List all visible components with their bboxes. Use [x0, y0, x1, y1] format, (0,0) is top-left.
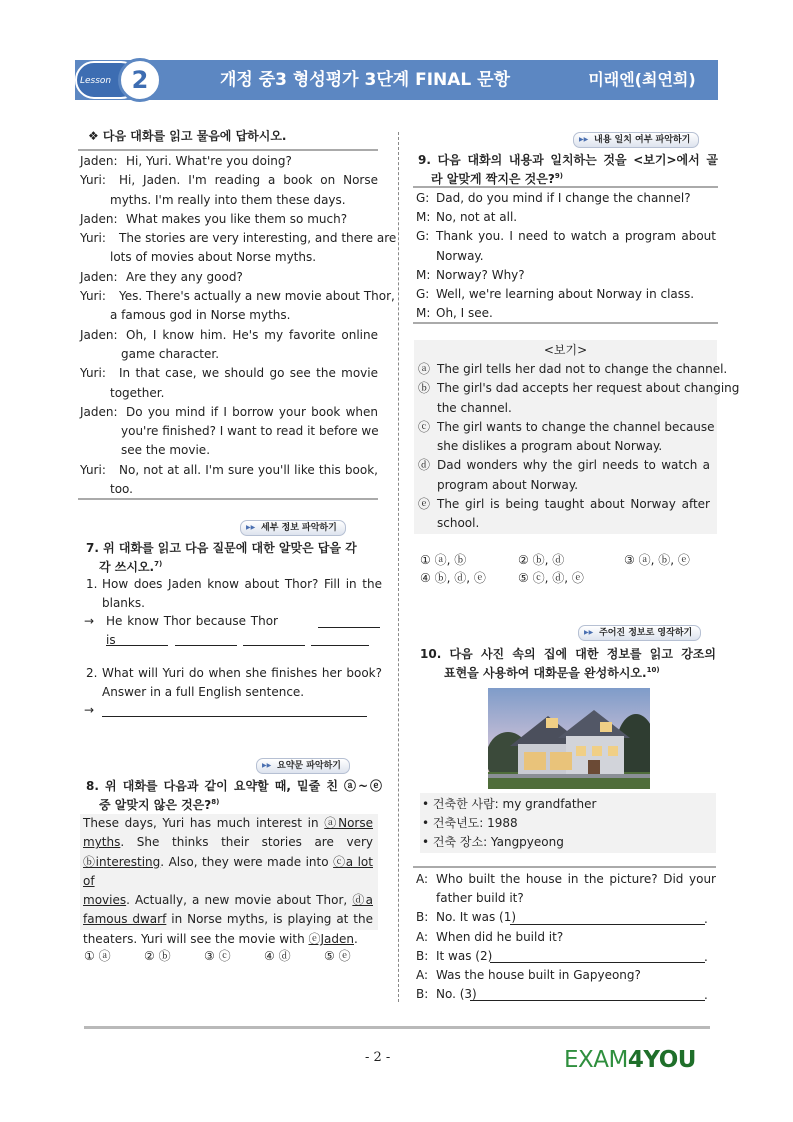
dialog-line — [416, 208, 716, 227]
dialog-line — [416, 247, 716, 266]
answer-blank[interactable] — [318, 615, 380, 628]
bogi-line — [418, 476, 712, 495]
dialog-passage — [80, 152, 397, 499]
bogi-mark: ⓒ — [418, 419, 431, 434]
exam4you-logo — [564, 1047, 696, 1073]
lesson-number: 2 — [118, 58, 162, 102]
answer-arrow: → — [84, 703, 95, 717]
dialog-line — [80, 480, 378, 499]
dialog-text: a famous god in Norse myths. — [110, 308, 291, 323]
summary-line — [83, 891, 373, 910]
dialog-line — [80, 403, 378, 422]
dialog-line — [80, 248, 378, 267]
bogi-mark: ⓐ — [418, 362, 431, 376]
bogi-text: The girl tells her dad not to change the channel. — [437, 362, 728, 376]
dialog-text: It was (2) — [436, 948, 493, 963]
dialog-line — [80, 461, 378, 480]
speaker-label: A: — [416, 967, 429, 982]
q7-sub1-answer-text: He know Thor because Thor is — [106, 614, 278, 648]
summary-underlined: ⓓa — [352, 893, 373, 908]
dialog-line — [80, 441, 378, 460]
dialog-line — [80, 191, 378, 210]
summary-underlined: famous dwarf — [83, 912, 167, 927]
logo-part-a: EXAM — [564, 1047, 628, 1073]
dialog-text: Norway? Why? — [436, 267, 525, 282]
dialog-line — [416, 266, 716, 285]
bogi-mark: ⓔ — [418, 497, 431, 512]
summary-underlined: movies — [83, 893, 127, 908]
speaker-label: Yuri: — [80, 231, 106, 246]
info-place: • 건축 장소: Yangpyeong — [422, 835, 564, 849]
q7-sub1-text — [102, 575, 382, 614]
dialog-line — [80, 384, 378, 403]
dialog-line — [416, 285, 716, 304]
dialog-text: When did he build it? — [436, 929, 564, 944]
speaker-label: A: — [416, 872, 429, 886]
summary-span: in Norse myths, is playing at the — [166, 912, 373, 927]
bogi-text: she dislikes a program about Norway. — [437, 439, 663, 454]
info-builder: • 건축한 사람: my grandfather — [422, 797, 597, 811]
q10-title-line2: 표현을 사용하여 대화문을 완성하시오. — [444, 666, 647, 680]
speaker-label: Jaden: — [80, 211, 118, 226]
q9-title — [418, 152, 718, 187]
rule — [413, 186, 718, 188]
q9-title-line1: 9. 다음 대화의 내용과 일치하는 것을 <보기>에서 골 — [418, 153, 718, 167]
speaker-label: M: — [416, 210, 431, 225]
q10-title-line2-wrap — [420, 662, 720, 681]
dialog-line — [80, 364, 378, 383]
bogi-mark: ⓓ — [418, 458, 431, 473]
bogi-text: school. — [437, 516, 480, 531]
answer-blank-2[interactable] — [490, 950, 705, 963]
dialog-line — [80, 287, 395, 306]
q7-sub2-number: 2. — [86, 666, 98, 680]
q8-title-line1: 8. 위 대화를 다음과 같이 요약할 때, 밑줄 친 ⓐ~ⓔ — [86, 779, 382, 793]
speaker-label: M: — [416, 306, 431, 321]
bogi-text: Dad wonders why the girl needs to watch a — [437, 458, 710, 473]
speaker-label: Yuri: — [80, 173, 106, 188]
q7-title-line1: 7. 위 대화를 읽고 다음 질문에 대한 알맞은 답을 각 — [86, 541, 357, 555]
speaker-label: B: — [416, 910, 429, 925]
answer-blank[interactable] — [243, 633, 305, 646]
dialog-text: Norway. — [436, 248, 484, 263]
bogi-items — [418, 360, 740, 534]
dialog-line — [416, 889, 716, 908]
dialog-line — [416, 928, 716, 947]
dialog-line — [416, 966, 716, 985]
dialog-line — [80, 268, 378, 287]
speaker-label: Yuri: — [80, 462, 106, 477]
q9-skill-tag: ▶▶ 내용 일치 여부 파악하기 — [573, 132, 699, 148]
speaker-label: B: — [416, 948, 429, 963]
bogi-text: program about Norway. — [437, 477, 579, 492]
rule — [78, 498, 378, 500]
dialog-text: No, not at all. — [436, 210, 518, 225]
q7-title — [86, 540, 386, 575]
bogi-line — [418, 495, 712, 514]
summary-span: . — [354, 931, 358, 946]
dialog-text: see the movie. — [121, 443, 211, 458]
rule — [413, 866, 716, 868]
bogi-text: The girl is being taught about Norway after — [437, 497, 710, 512]
dialog-text: No, not at all. I'm sure you'll like this book, — [119, 462, 378, 477]
q8-option-1[interactable]: ① ⓐ — [84, 949, 111, 963]
dialog-text: Well, we're learning about Norway in class. — [436, 286, 695, 301]
summary-line — [83, 853, 373, 892]
q8-title-line2-wrap — [86, 794, 386, 813]
dialog-line — [80, 171, 378, 190]
q10-skill-tag: ▶▶ 주어진 정보로 영작하기 — [578, 625, 701, 641]
speaker-label: Jaden: — [80, 327, 118, 342]
bogi-line — [418, 456, 712, 475]
dialog-line — [80, 345, 378, 364]
answer-blank[interactable] — [311, 633, 369, 646]
instruction: ❖ 다음 대화를 읽고 물음에 답하시오. — [88, 129, 287, 143]
q8-footnote: 8) — [211, 798, 220, 806]
q8-skill-tag: ▶▶ 요약문 파악하기 — [256, 758, 350, 774]
speaker-label: A: — [416, 929, 429, 944]
bogi-text: the channel. — [437, 400, 512, 415]
q8-title-line2: 중 알맞지 않은 것은? — [99, 798, 212, 812]
dialog-line — [416, 870, 716, 889]
dialog-text: father build it? — [436, 891, 524, 906]
bogi-line — [418, 360, 728, 379]
q9-option-2[interactable]: ② ⓑ, ⓓ — [518, 553, 565, 567]
dialog-line — [80, 229, 397, 248]
q7-footnote: 7) — [154, 560, 163, 568]
house-photo — [488, 688, 650, 789]
summary-span: theaters. Yuri will see the movie with — [83, 931, 309, 946]
summary-underlined: ⓑinteresting — [83, 854, 161, 869]
q9-title-line2-wrap — [418, 168, 718, 187]
summary-line — [83, 833, 373, 852]
dialog-text: Hi, Yuri. What're you doing? — [126, 154, 292, 168]
speaker-label: Yuri: — [80, 289, 106, 304]
q7-skill-tag: ▶▶ 세부 정보 파악하기 — [240, 520, 346, 536]
q8-option-2[interactable]: ② ⓑ — [144, 949, 171, 963]
answer-blank[interactable] — [175, 633, 237, 646]
q9-option-1[interactable]: ① ⓐ, ⓑ — [420, 553, 467, 567]
dialog-line — [80, 326, 378, 345]
answer-blank[interactable] — [102, 704, 367, 717]
dialog-text: In that case, we should go see the movie — [119, 366, 378, 381]
dialog-line — [80, 152, 378, 171]
q10-title — [420, 646, 720, 681]
dialog-text: No. It was (1) — [436, 910, 517, 925]
bogi-line — [418, 437, 712, 456]
dialog-text: Yes. There's actually a new movie about Thor, — [119, 289, 395, 304]
bogi-line — [418, 379, 740, 398]
summary-underlined: ⓔJaden — [308, 931, 354, 946]
dialog-text: Do you mind if I borrow your book when — [126, 404, 378, 419]
period: . — [704, 988, 708, 1002]
q8-option-5[interactable]: ⑤ ⓔ — [324, 949, 351, 963]
dialog-text: What makes you like them so much? — [126, 211, 348, 226]
dialog-text: Oh, I see. — [436, 306, 493, 321]
q7-sub2-text — [102, 664, 382, 703]
speaker-label: Jaden: — [80, 269, 118, 284]
q9-title-line2: 라 알맞게 짝지은 것은? — [431, 172, 555, 186]
dialog-line — [80, 422, 378, 441]
bogi-line — [418, 418, 715, 437]
summary-underlined: ⓐNorse — [324, 816, 374, 830]
q10-dialog — [416, 870, 716, 1004]
publisher-label: 미래엔(최연희) — [588, 70, 696, 89]
q9-dialog — [416, 189, 716, 323]
q7-sub1-number: 1. — [86, 577, 98, 591]
q9-option-3[interactable]: ③ ⓐ, ⓑ, ⓔ — [624, 553, 690, 567]
summary-underlined: myths — [83, 835, 121, 850]
logo-part-b: 4YOU — [627, 1047, 696, 1073]
dialog-text: Are they any good? — [126, 269, 243, 284]
dialog-text: lots of movies about Norse myths. — [110, 250, 317, 265]
speaker-label: G: — [416, 191, 430, 205]
dialog-text: Who built the house in the picture? Did your — [436, 872, 716, 886]
summary-underlined: ⓒa lot of — [83, 854, 373, 888]
dialog-text: too. — [110, 482, 133, 497]
page-title: 개정 중3 형성평가 3단계 FINAL 문항 — [219, 70, 511, 90]
bogi-text: The girl wants to change the channel because — [437, 419, 715, 434]
dialog-text: game character. — [121, 346, 220, 361]
summary-span: . Actually, a new movie about Thor, — [126, 893, 353, 908]
q7-title-line2: 각 쓰시오. — [99, 560, 155, 574]
q7-sub2-line1: What will Yuri do when she finishes her book? — [102, 666, 382, 680]
bogi-title: <보기> — [543, 343, 588, 357]
dialog-text: Dad, do you mind if I change the channel? — [436, 191, 691, 205]
speaker-label: Jaden: — [80, 154, 118, 168]
info-year: • 건축년도: 1988 — [422, 816, 518, 830]
dialog-line — [80, 306, 378, 325]
rule — [413, 322, 718, 324]
answer-arrow: → — [84, 614, 95, 628]
column-divider — [398, 132, 399, 1002]
house-illustration — [488, 688, 650, 789]
dialog-text: you're finished? I want to read it before we — [121, 424, 379, 439]
q7-sub1-line1: How does Jaden know about Thor? Fill in the — [102, 577, 382, 591]
bogi-text: The girl's dad accepts her request about changing — [437, 381, 740, 396]
q8-option-3[interactable]: ③ ⓒ — [204, 949, 231, 963]
bogi-line — [418, 399, 712, 418]
rule — [78, 149, 378, 151]
speaker-label: M: — [416, 267, 431, 282]
period: . — [704, 950, 708, 964]
speaker-label: B: — [416, 987, 429, 1002]
q9-option-5[interactable]: ⑤ ⓒ, ⓓ, ⓔ — [518, 571, 584, 585]
q7-title-line2-wrap — [86, 556, 386, 575]
bogi-mark: ⓑ — [418, 381, 431, 396]
dialog-text: Was the house built in Gapyeong? — [436, 967, 641, 982]
dialog-text: No. (3) — [436, 987, 477, 1002]
dialog-text: Hi, Jaden. I'm reading a book on Norse — [119, 173, 378, 188]
summary-span: . Also, they were made into — [160, 854, 334, 869]
q8-title — [86, 778, 386, 813]
page-number: - 2 - — [365, 1050, 391, 1065]
summary-line — [83, 910, 373, 929]
answer-blank-1[interactable] — [510, 912, 705, 925]
answer-blank-3[interactable] — [470, 988, 705, 1001]
dialog-line — [416, 227, 716, 246]
dialog-text: together. — [110, 385, 165, 400]
q10-title-line1: 10. 다음 사진 속의 집에 대한 정보를 읽고 강조의 — [420, 647, 716, 661]
summary-span: . She thinks their stories are very — [120, 835, 373, 850]
dialog-text: The stories are very interesting, and there are — [119, 231, 397, 246]
speaker-label: G: — [416, 286, 430, 301]
speaker-label: Yuri: — [80, 366, 106, 381]
dialog-line — [80, 210, 378, 229]
q8-option-4[interactable]: ④ ⓓ — [264, 949, 291, 963]
summary-line — [83, 814, 373, 833]
q9-footnote: 9) — [554, 172, 563, 180]
speaker-label: G: — [416, 229, 430, 244]
dialog-text: Oh, I know him. He's my favorite online — [126, 327, 378, 342]
period: . — [704, 912, 708, 926]
speaker-label: Jaden: — [80, 404, 118, 419]
dialog-text: Thank you. I need to watch a program about — [436, 229, 716, 244]
q10-footnote: 10) — [646, 666, 660, 674]
summary-text — [83, 814, 373, 949]
lesson-label: Lesson — [80, 76, 112, 86]
footer-rule — [84, 1026, 710, 1029]
dialog-line — [416, 304, 716, 323]
answer-blank[interactable] — [106, 633, 168, 646]
q7-sub2-line2: Answer in a full English sentence. — [102, 685, 305, 700]
dialog-text: myths. I'm really into them these days. — [110, 192, 346, 207]
q7-sub1-line2: blanks. — [102, 596, 145, 611]
bogi-line — [418, 514, 712, 533]
q9-option-4[interactable]: ④ ⓑ, ⓓ, ⓔ — [420, 571, 486, 585]
summary-span: These days, Yuri has much interest in — [83, 816, 325, 830]
dialog-line — [416, 189, 716, 208]
